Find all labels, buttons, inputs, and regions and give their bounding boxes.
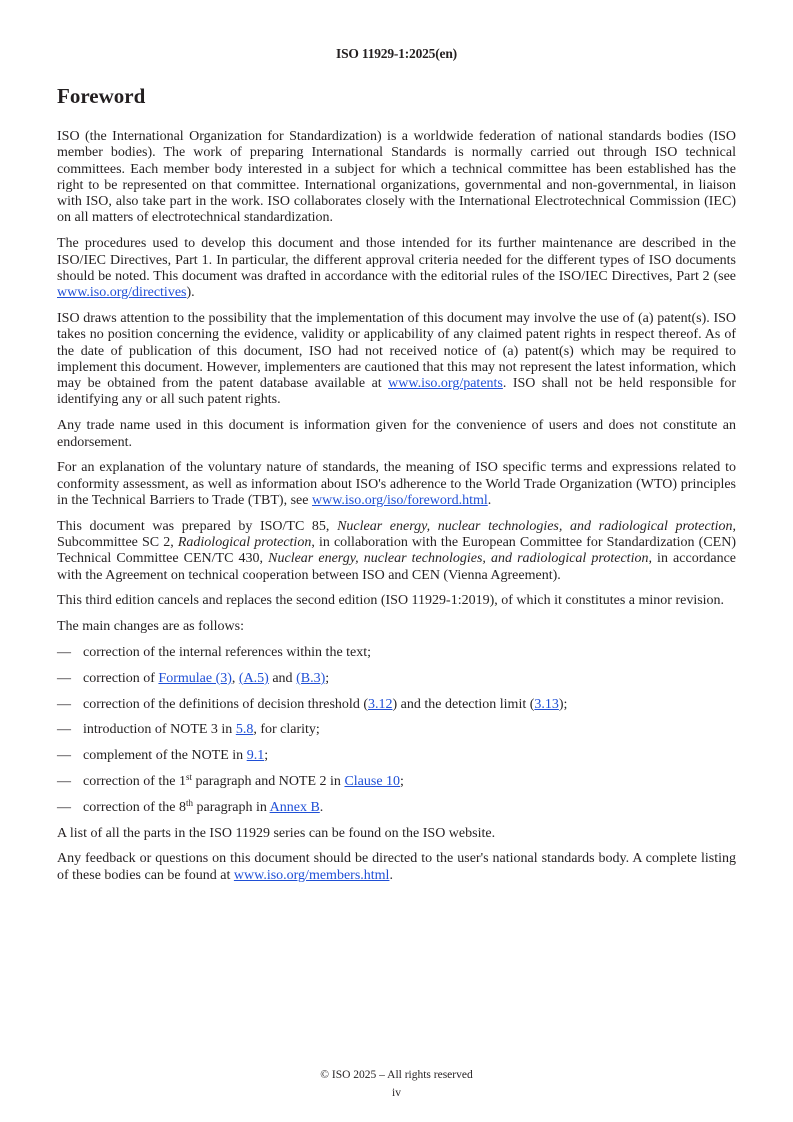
list-item: — correction of the 1st paragraph and NOTE 2 in Clause 10; xyxy=(57,772,404,789)
page-number: iv xyxy=(392,1087,401,1099)
paragraph-series-list: A list of all the parts in the ISO 11929 series can be found on the ISO website. xyxy=(57,825,496,841)
list-item: — introduction of NOTE 3 in 5.8, for clarity; xyxy=(57,722,320,738)
link-foreword[interactable]: www.iso.org/iso/foreword.html xyxy=(311,492,488,508)
link-formula-a5[interactable]: (A.5) xyxy=(238,670,269,686)
link-annex-b[interactable]: Annex B xyxy=(269,799,320,815)
link-members[interactable]: www.iso.org/members.html xyxy=(233,867,390,883)
paragraph-main-changes-intro: The main changes are as follows: xyxy=(57,619,244,635)
document-header: ISO 11929-1:2025(en) xyxy=(336,46,457,61)
link-9-1[interactable]: 9.1 xyxy=(246,748,265,764)
paragraph-trade-name: Any trade name used in this document is information given for the convenience of users and does not constitute an endorsement. xyxy=(57,418,736,450)
link-directives[interactable]: www.iso.org/directives xyxy=(57,285,187,301)
dash-bullet: — xyxy=(57,696,71,712)
paragraph-patents: ISO draws attention to the possibility that the implementation of this document may involve the use of (a) patent(s). ISO takes no position concerning the evidence, validity or applicability of any claimed patent rights in respect thereof. As of the date of publication of this document, ISO had not received notice of (a) patent(s) which may be required to implement this document. However, implementers are cautioned that this may not represent the latest information, which may be obtained from the patent database available at www.iso.org/patents. ISO shall not be held responsible for identifying any or all such patent rights. xyxy=(57,310,737,408)
link-patents[interactable]: www.iso.org/patents xyxy=(388,376,503,392)
dash-bullet: — xyxy=(57,748,71,764)
paragraph-edition: This third edition cancels and replaces the second edition (ISO 11929-1:2019), of which it constitutes a minor revision. xyxy=(57,593,725,609)
link-3-12[interactable]: 3.12 xyxy=(367,696,393,712)
page-title: Foreword xyxy=(57,84,146,108)
list-item: — correction of the 8th paragraph in Annex B. xyxy=(57,797,324,815)
link-formula-b3[interactable]: (B.3) xyxy=(296,670,326,686)
copyright-notice: © ISO 2025 – All rights reserved xyxy=(320,1069,473,1081)
link-3-13[interactable]: 3.13 xyxy=(534,696,559,712)
paragraph-procedures: The procedures used to develop this document and those intended for its further maintenance are described in the ISO/IEC Directives, Part 1. In particular, the different approval criteria needed for the different types of ISO documents should be noted. This document was drafted in accordance with the editorial rules of the ISO/IEC Directives, Part 2 (see www.iso.org/directives). xyxy=(57,236,736,301)
list-item: — complement of the NOTE in 9.1; xyxy=(57,748,269,764)
paragraph-prepared-by: This document was prepared by ISO/TC 85, Nuclear energy, nuclear technologies, and radiological protection, Subcommittee SC 2, Radiological protection, in collaboration with the European Committee for Standardization (CEN) Technical Committee CEN/TC 430, Nuclear energy, nuclear technologies, and radiological protection, in accordance with the Agreement on technical cooperation between ISO and CEN (Vienna Agreement). xyxy=(57,518,737,583)
list-item: — correction of the internal references within the text; xyxy=(57,645,372,661)
list-item: — correction of the definitions of decision threshold (3.12) and the detection limit (3.13); xyxy=(57,696,568,712)
list-item: — correction of Formulae (3), (A.5) and (B.3); xyxy=(57,670,330,686)
changes-list xyxy=(57,645,736,816)
paragraph-voluntary-nature: For an explanation of the voluntary nature of standards, the meaning of ISO specific terms and expressions related to conformity assessment, as well as information about ISO's adherence to the World Trade Organization (WTO) principles in the Technical Barriers to Trade (TBT), see www.iso.org/iso/foreword.html. xyxy=(57,460,736,508)
foreword-body xyxy=(57,129,736,893)
link-clause-10[interactable]: Clause 10 xyxy=(344,774,401,789)
dash-bullet: — xyxy=(57,799,71,815)
link-formula-3[interactable]: Formulae (3) xyxy=(158,670,232,686)
dash-bullet: — xyxy=(57,774,71,789)
dash-bullet: — xyxy=(57,645,71,661)
paragraph-feedback: Any feedback or questions on this document should be directed to the user's national standards body. A complete listing of these bodies can be found at www.iso.org/members.html. xyxy=(57,851,736,883)
link-5-8[interactable]: 5.8 xyxy=(235,722,254,738)
dash-bullet: — xyxy=(57,722,71,738)
page-footer xyxy=(0,1066,793,1102)
dash-bullet: — xyxy=(57,670,71,686)
paragraph-iso-intro: ISO (the International Organization for Standardization) is a worldwide federation of national standards bodies (ISO member bodies). The work of preparing International Standards is normally carried out through ISO technical committees. Each member body interested in a subject for which a technical committee has been established has the right to be represented on that committee. International organizations, governmental and non-governmental, in liaison with ISO, also take part in the work. ISO collaborates closely with the International Electrotechnical Commission (IEC) on all matters of electrotechnical standardization. xyxy=(57,129,736,226)
